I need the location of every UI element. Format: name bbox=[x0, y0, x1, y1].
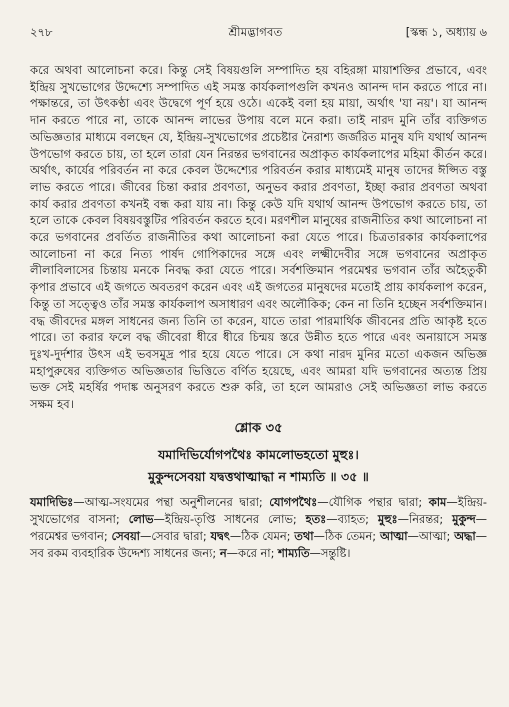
chapter-reference: [স্কন্ধ ১, অধ্যায় ৬ bbox=[405, 25, 487, 39]
synonym-term: হতঃ bbox=[305, 511, 327, 526]
synonym-term: মুহুঃ bbox=[377, 511, 398, 526]
synonym-meaning: আত্ম-সংযমের পন্থা অনুশীলনের দ্বারা; bbox=[84, 494, 263, 509]
synonym-term: যদ্বৎ bbox=[210, 528, 230, 543]
synonyms-block: যমাদিভিঃ—আত্ম-সংযমের পন্থা অনুশীলনের দ্বারা; যোগপথৈঃ—যৌগিক পন্থার দ্বারা; কাম—ইন্দ্রিয়-সুখভোগের বাসনা; লোভ—ইন্দ্রিয়-তৃপ্তি সাধনের লোভ; হতঃ—ব্যাহত; মুহুঃ—নিরন্তর; মুকুন্দ—পরমেশ্বর ভগবান; সেবয়া—সেবার দ্বারা; যদ্বৎ—ঠিক যেমন; তথা—ঠিক তেমন; আত্মা—আত্মা; অদ্ধা—সব রকম ব্যবহারিক উদ্দেশ্য সাধনের জন্য; ন—করে না; শাম্যতি—সন্তুষ্টি। bbox=[30, 494, 488, 560]
page-number: ২৭৮ bbox=[30, 25, 53, 39]
synonym-meaning: সেবার দ্বারা; bbox=[151, 528, 207, 543]
synonym-term: লোভ bbox=[128, 511, 154, 526]
synonym-term: কাম bbox=[428, 494, 447, 509]
synonym-meaning: পরমেশ্বর ভগবান; bbox=[30, 528, 108, 543]
synonym-meaning: ঠিক তেমন; bbox=[324, 528, 377, 543]
page-body bbox=[30, 62, 487, 562]
synonym-meaning: আত্মা; bbox=[418, 528, 451, 543]
synonym-meaning: যৌগিক পন্থার দ্বারা; bbox=[328, 494, 423, 509]
synonym-term: ন bbox=[219, 545, 227, 560]
synonym-meaning: ইন্দ্রিয়-সুখভোগের বাসনা; bbox=[30, 494, 487, 526]
synonym-meaning: নিরন্তর; bbox=[408, 511, 444, 526]
book-title: শ্রীমদ্ভাগবত bbox=[228, 25, 283, 39]
synonym-meaning: ইন্দ্রিয়-তৃপ্তি সাধনের লোভ; bbox=[164, 511, 297, 526]
synonym-term: তথা bbox=[294, 528, 314, 543]
verse-line-1: যমাদিভির্যোগপথৈঃ কামলোভহতো মুহুঃ। bbox=[158, 446, 359, 462]
synonym-term: শাম্যতি bbox=[278, 545, 310, 560]
synonym-meaning: করে না; bbox=[238, 545, 275, 560]
synonym-term: যমাদিভিঃ bbox=[30, 494, 74, 509]
synonym-meaning: ব্যাহত; bbox=[337, 511, 369, 526]
synonym-term: যোগপথৈঃ bbox=[269, 494, 318, 509]
synonym-meaning: সব রকম ব্যবহারিক উদ্দেশ্য সাধনের জন্য; bbox=[30, 545, 217, 560]
sloka-heading: শ্লোক ৩৫ bbox=[234, 420, 283, 436]
synonym-term: অদ্ধা bbox=[454, 528, 476, 543]
synonym-term: মুকুন্দ bbox=[452, 511, 476, 526]
page-header bbox=[24, 24, 487, 40]
synonym-term: আত্মা bbox=[379, 528, 408, 543]
synonym-meaning: ঠিক যেমন; bbox=[241, 528, 291, 543]
synonym-term: সেবয়া bbox=[111, 528, 140, 543]
synonym-meaning: সন্তুষ্টি। bbox=[320, 545, 351, 560]
verse-line-2: মুকুন্দসেবয়া যদ্বত্তথাত্মাদ্ধা ন শাম্যতি ॥ ৩৫ ॥ bbox=[148, 468, 369, 484]
purport-text: করে অথবা আলোচনা করে। কিন্তু সেই বিষয়গুলি সম্পাদিত হয় বহিরঙ্গা মায়াশক্তির প্রভাবে, এবং ইন্দ্রিয় সুখভোগের উদ্দেশ্যে সম্পাদিত এই সমস্ত কার্যকলাপগুলি কখনও আনন্দ দান করতে পারে না। পক্ষান্তরে, তা উৎকণ্ঠা এবং উদ্বেগে পূর্ণ হয়ে ওঠে। একেই বলা হয় মায়া, অর্থাৎ 'যা নয়'। যা আনন্দ দান করতে পারে না, তাকে আনন্দ লাভের উপায় বলে মনে করা। তাই নারদ মুনি তাঁর ব্যক্তিগত অভিজ্ঞতার মাধ্যমে বলছেন যে, ইন্দ্রিয়-সুখভোগের প্রচেষ্টার নৈরাশ্য জর্জরিত মানুষ যদি যথার্থ আনন্দ উপভোগ করতে চায়, তা হলে তারা যেন নিরন্তর ভগবানের অপ্রাকৃত কার্যকলাপের মহিমা কীর্তন করে। অর্থাৎ, কার্যের পরিবর্তন না করে কেবল উদ্দেশ্যের পরিবর্তন করার মাধ্যমেই মানুষ তাদের ঈপ্সিত বস্তু লাভ করতে পারে। জীবের চিন্তা করার প্রবণতা, অনুভব করার প্রবণতা, ইচ্ছা করার প্রবণতা অথবা কার্য করার প্রবণতা কখনই বন্ধ করা যায় না। কিন্তু কেউ যদি যথার্থ আনন্দ উপভোগ করতে চায়, তা হলে তাকে কেবল বিষয়বস্তুটির পরিবর্তন করতে হবে। মরণশীল মানুষের রাজনীতির কথা আলোচনা না করে ভগবানের প্রবর্তিত রাজনীতির কথা আলোচনা করা যেতে পারে। চিত্রতারকার কার্যকলাপের আলোচনা না করে নিত্য পার্ষদ গোপিকাদের সঙ্গে এবং লক্ষ্মীদেবীর সঙ্গে ভগবানের অপ্রাকৃত লীলাবিলাসের চিন্তায় মনকে নিবদ্ধ করা যেতে পারে। সর্বশক্তিমান পরমেশ্বর ভগবান তাঁর অহৈতুকী কৃপার প্রভাবে এই জগতে অবতরণ করেন এবং এই জগতের মানুষদের মতোই প্রায় কার্যকলাপ করেন, কিন্তু তা সত্ত্বেও তাঁর সমস্ত কার্যকলাপ অসাধারণ এবং অলৌকিক; কেন না তিনি হচ্ছেন সর্বশক্তিমান। বদ্ধ জীবদের মঙ্গল সাধনের জন্য তিনি তা করেন, যাতে তারা পারমার্থিক জীবনের প্রতি আকৃষ্ট হতে পারে। তা করার ফলে বদ্ধ জীবেরা ধীরে ধীরে চিন্ময় স্তরে উন্নীত হতে পারে এবং অনায়াসে সমস্ত দুঃখ-দুর্দশার উৎস এই ভবসমুদ্র পার হয়ে যেতে পারে। সে কথা নারদ মুনির মতো একজন অভিজ্ঞ মহাপুরুষের ব্যক্তিগত অভিজ্ঞতার ভিত্তিতে বর্ণিত হয়েছে, এবং আমরা যদি ভগবানের অত্যন্ত প্রিয় ভক্ত সেই মহর্ষির পদাঙ্ক অনুসরণ করতে শুরু করি, তা হলে আমরাও সেই অভিজ্ঞতা লাভ করতে সক্ষম হব। bbox=[30, 63, 487, 412]
